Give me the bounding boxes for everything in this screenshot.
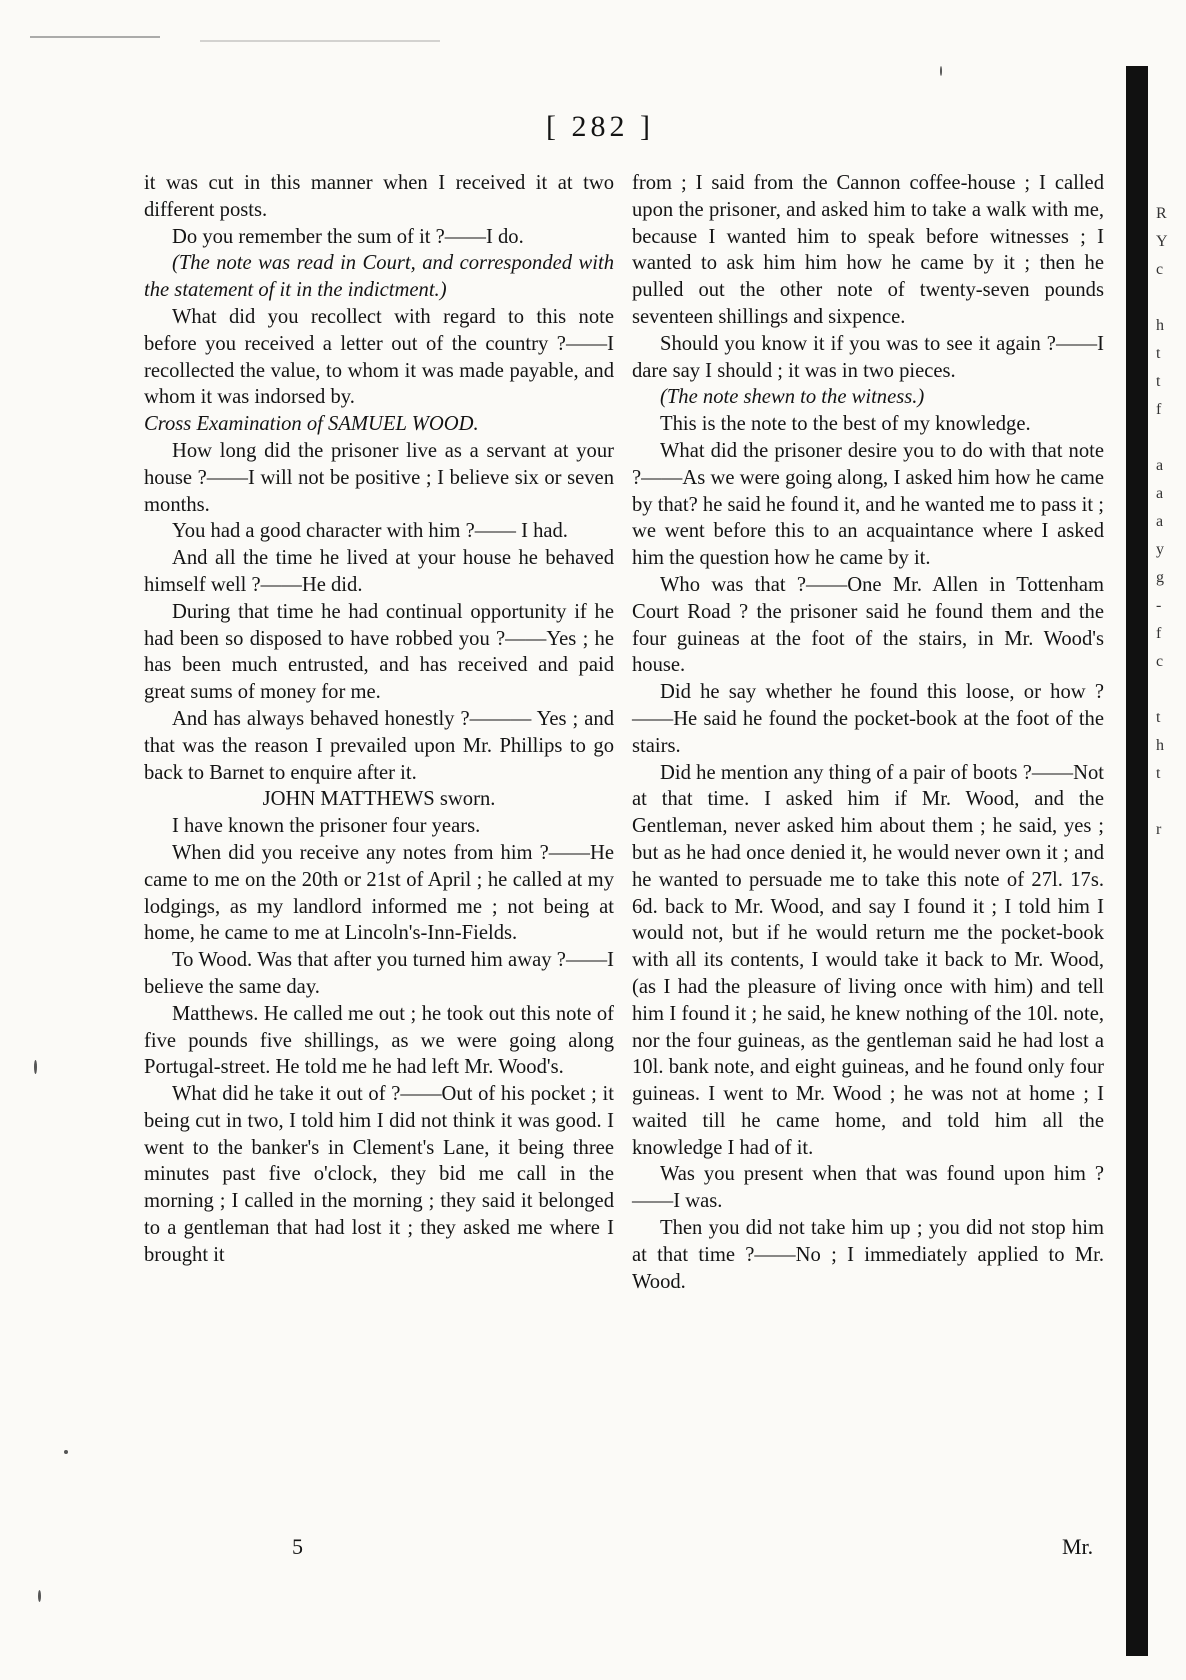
paragraph: Matthews. He called me out ; he took out this note of five pounds five shillings, as we were going along Portugal-street. He told me he had left Mr. Wood's. (144, 1002, 614, 1079)
edge-fragment: g (1156, 569, 1164, 586)
page-number: [ 282 ] (546, 110, 654, 143)
paragraph: How long did the prisoner live as a servant at your house ?——I will not be positive ; I believe six or seven months. (144, 439, 614, 516)
paragraph: Should you know it if you was to see it again ?——I dare say I should ; it was in two pieces. (632, 332, 1104, 382)
signature-mark: 5 (292, 1534, 303, 1559)
paragraph: This is the note to the best of my knowledge. (660, 413, 1031, 436)
paragraph: Did he mention any thing of a pair of boots ?——Not at that time. I asked him if Mr. Wood, and the Gentleman, never asked him about them ; he said, yes ; but as he had once denied it, he would never own it ; and he wanted to persuade me to take this note of 27l. 17s. 6d. back to Mr. Wood, and say I found it ; I told him I would not, but if he would return me the pocket-book with all its contents, I would take it back to Mr. Wood, (as I had the pleasure of living once with him) and tell him I found it ; he said, he knew nothing of the 10l. note, nor the four guineas, as the gentleman said he had lost a 10l. bank note, and eight guineas, and he found only four guineas. I went to Mr. Wood ; he was not at home ; I waited till he came home, and told him all the knowledge I had of it. (632, 761, 1104, 1159)
adjacent-page-text-fragments (1156, 200, 1184, 844)
scan-artifact-line (30, 36, 160, 38)
edge-fragment: f (1156, 401, 1162, 418)
edge-fragment (1156, 424, 1184, 452)
paragraph: JOHN MATTHEWS sworn. (262, 788, 496, 811)
edge-fragment (1156, 788, 1184, 816)
edge-fragment: - (1156, 597, 1162, 614)
scan-speck (34, 1060, 37, 1074)
edge-fragment: a (1156, 485, 1164, 502)
paragraph: And all the time he lived at your house he behaved himself well ?——He did. (144, 547, 614, 596)
edge-fragment: h (1156, 737, 1164, 754)
scan-speck (38, 1590, 41, 1602)
paragraph: What did you recollect with regard to this note before you received a letter out of the country ?——I recollected the value, to whom it was made payable, and whom it was indorsed by. (144, 305, 614, 409)
edge-fragment: t (1156, 765, 1161, 782)
edge-fragment: h (1156, 317, 1164, 334)
adjacent-page-edge (1126, 66, 1148, 1656)
edge-fragment: a (1156, 513, 1164, 530)
paragraph: (The note was read in Court, and corresponded with the statement of it in the indictment.) (144, 252, 614, 302)
scan-speck (64, 1450, 68, 1454)
paragraph: What did the prisoner desire you to do with that note ?——As we were going along, I asked him how he came by that? he said he found it, and he wanted me to pass it ; we went before this to an acquaintance where I asked him the question how he came by it. (632, 439, 1104, 570)
paragraph: And has always behaved honestly ?——— Yes ; and that was the reason I prevailed upon Mr. Phillips to go back to Barnet to enquire after it. (144, 707, 614, 784)
edge-fragment: c (1156, 653, 1164, 670)
edge-fragment: r (1156, 821, 1162, 838)
edge-fragment: Y (1156, 233, 1168, 250)
right-text-column (632, 170, 1104, 1295)
edge-fragment: c (1156, 261, 1164, 278)
edge-fragment: t (1156, 345, 1161, 362)
edge-fragment: t (1156, 709, 1161, 726)
paragraph: from ; I said from the Cannon coffee-house ; I called upon the prisoner, and asked him to take a walk with me, because I wanted him to speak before witnesses ; I wanted to ask him him how he came by it ; then he pulled out the other note of twenty-seven pounds seventeen shillings and sixpence. (632, 172, 1104, 328)
scan-artifact-line (200, 40, 440, 42)
paragraph: What did he take it out of ?——Out of his pocket ; it being cut in two, I told him I did not think it was good. I went to the banker's in Clement's Lane, it being three minutes past five o'clock, they bid me call in the morning ; I called in the morning ; they said it belonged to a gentleman that had lost it ; they asked me where I brought it (144, 1083, 614, 1266)
scan-speck (940, 66, 942, 76)
paragraph: Did he say whether he found this loose, or how ?——He said he found the pocket-book at the foot of the stairs. (632, 681, 1104, 757)
paragraph: Cross Examination of SAMUEL WOOD. (144, 413, 479, 436)
edge-fragment: f (1156, 625, 1162, 642)
edge-fragment: t (1156, 373, 1161, 390)
edge-fragment (1156, 676, 1184, 704)
left-text-column (144, 170, 614, 1269)
paragraph: Was you present when that was found upon him ?——I was. (632, 1163, 1104, 1213)
paragraph: it was cut in this manner when I received it at two different posts. (144, 172, 614, 221)
edge-fragment (1156, 284, 1184, 312)
paragraph: Who was that ?——One Mr. Allen in Tottenham Court Road ? the prisoner said he found them and the four guineas at the foot of the stairs, in Mr. Wood's house. (632, 573, 1104, 677)
paragraph: You had a good character with him ?—— I had. (172, 520, 568, 543)
edge-fragment: R (1156, 205, 1167, 222)
paragraph: Do you remember the sum of it ?——I do. (172, 225, 524, 248)
paragraph: When did you receive any notes from him ?——He came to me on the 20th or 21st of April ; he called at my lodgings, as my landlord informed me ; not being at home, he came to me at Lincoln's-Inn-Fields. (144, 841, 614, 945)
paragraph: (The note shewn to the witness.) (660, 386, 925, 409)
paragraph: During that time he had continual opportunity if he had been so disposed to have robbed you ?——Yes ; he has been much entrusted, and has received and paid great sums of money for me. (144, 600, 614, 704)
edge-fragment: y (1156, 541, 1164, 558)
paragraph: I have known the prisoner four years. (172, 815, 481, 838)
paragraph: Then you did not take him up ; you did not stop him at that time ?——No ; I immediately applied to Mr. Wood. (632, 1217, 1104, 1293)
catchword: Mr. (1062, 1534, 1094, 1559)
paragraph: To Wood. Was that after you turned him away ?——I believe the same day. (144, 949, 614, 998)
edge-fragment: a (1156, 457, 1164, 474)
